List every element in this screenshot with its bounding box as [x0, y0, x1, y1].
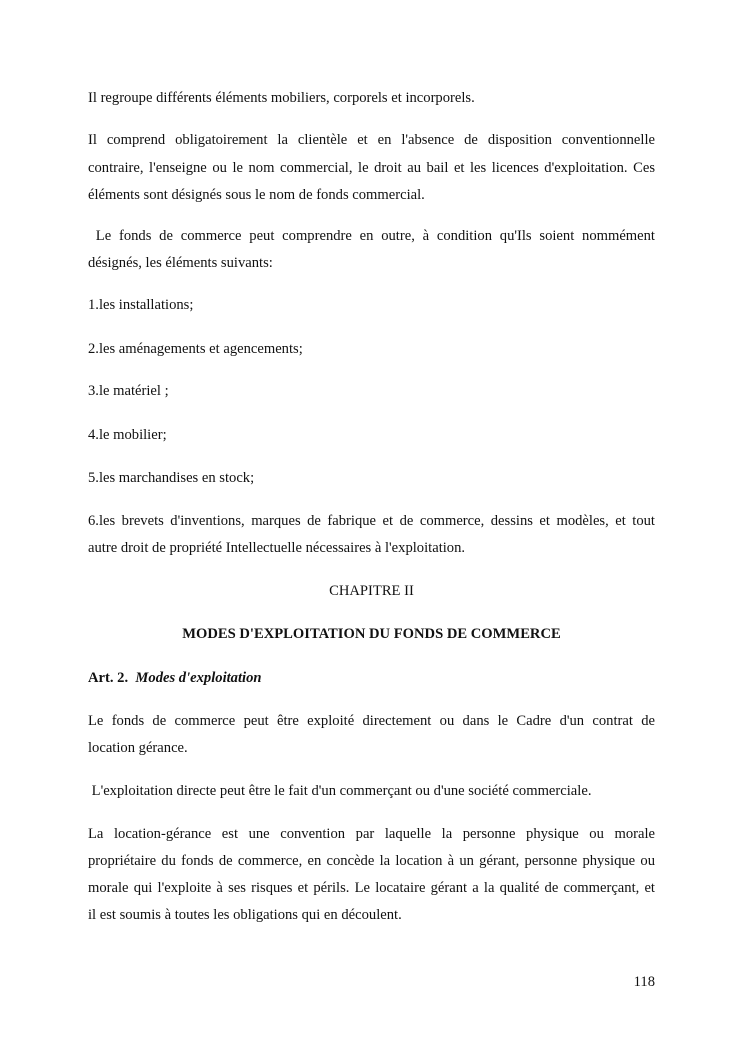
- paragraph-line: éléments sont désignés sous le nom de fonds commercial.: [88, 187, 425, 203]
- list-item: autre droit de propriété Intellectuelle nécessaires à l'exploitation.: [88, 540, 466, 556]
- paragraph-line: Le fonds de commerce peut être exploité directement ou dans le Cadre d'un contrat de: [88, 713, 655, 729]
- article-title: Modes d'exploitation: [135, 670, 262, 686]
- chapter-title: MODES D'EXPLOITATION DU FONDS DE COMMERCE: [182, 626, 561, 642]
- paragraph-line: il est soumis à toutes les obligations qui en découlent.: [88, 907, 402, 923]
- chapter-label: CHAPITRE II: [329, 583, 414, 599]
- paragraph-line: morale qui l'exploite à ses risques et périls. Le locataire gérant a la qualité de commerçant, et: [88, 880, 655, 896]
- paragraph-line: Le fonds de commerce peut comprendre en outre, à condition qu'Ils soient nommément: [88, 228, 655, 244]
- paragraph-line: propriétaire du fonds de commerce, en concède la location à un gérant, personne physique ou: [88, 853, 655, 869]
- article-number: Art. 2.: [88, 670, 129, 686]
- paragraph-line: Il comprend obligatoirement la clientèle et en l'absence de disposition conventionnelle: [88, 132, 655, 148]
- list-item: 2.les aménagements et agencements;: [88, 341, 303, 357]
- paragraph-line: contraire, l'enseigne ou le nom commercial, le droit au bail et les licences d'exploitation. Ces: [88, 160, 655, 176]
- paragraph-line: Il regroupe différents éléments mobiliers, corporels et incorporels.: [88, 90, 475, 106]
- list-item: 1.les installations;: [88, 297, 194, 313]
- paragraph-line: L'exploitation directe peut être le fait d'un commerçant ou d'une société commerciale.: [88, 783, 592, 799]
- paragraph-line: désignés, les éléments suivants:: [88, 255, 273, 271]
- list-item: 3.le matériel ;: [88, 383, 169, 399]
- page-number: 118: [633, 974, 655, 990]
- list-item: 6.les brevets d'inventions, marques de fabrique et de commerce, dessins et modèles, et tout: [88, 513, 655, 529]
- list-item: 5.les marchandises en stock;: [88, 470, 255, 486]
- paragraph-line: La location-gérance est une convention par laquelle la personne physique ou morale: [88, 826, 655, 842]
- paragraph-line: location gérance.: [88, 740, 188, 756]
- article-heading: [88, 668, 655, 688]
- list-item: 4.le mobilier;: [88, 427, 167, 443]
